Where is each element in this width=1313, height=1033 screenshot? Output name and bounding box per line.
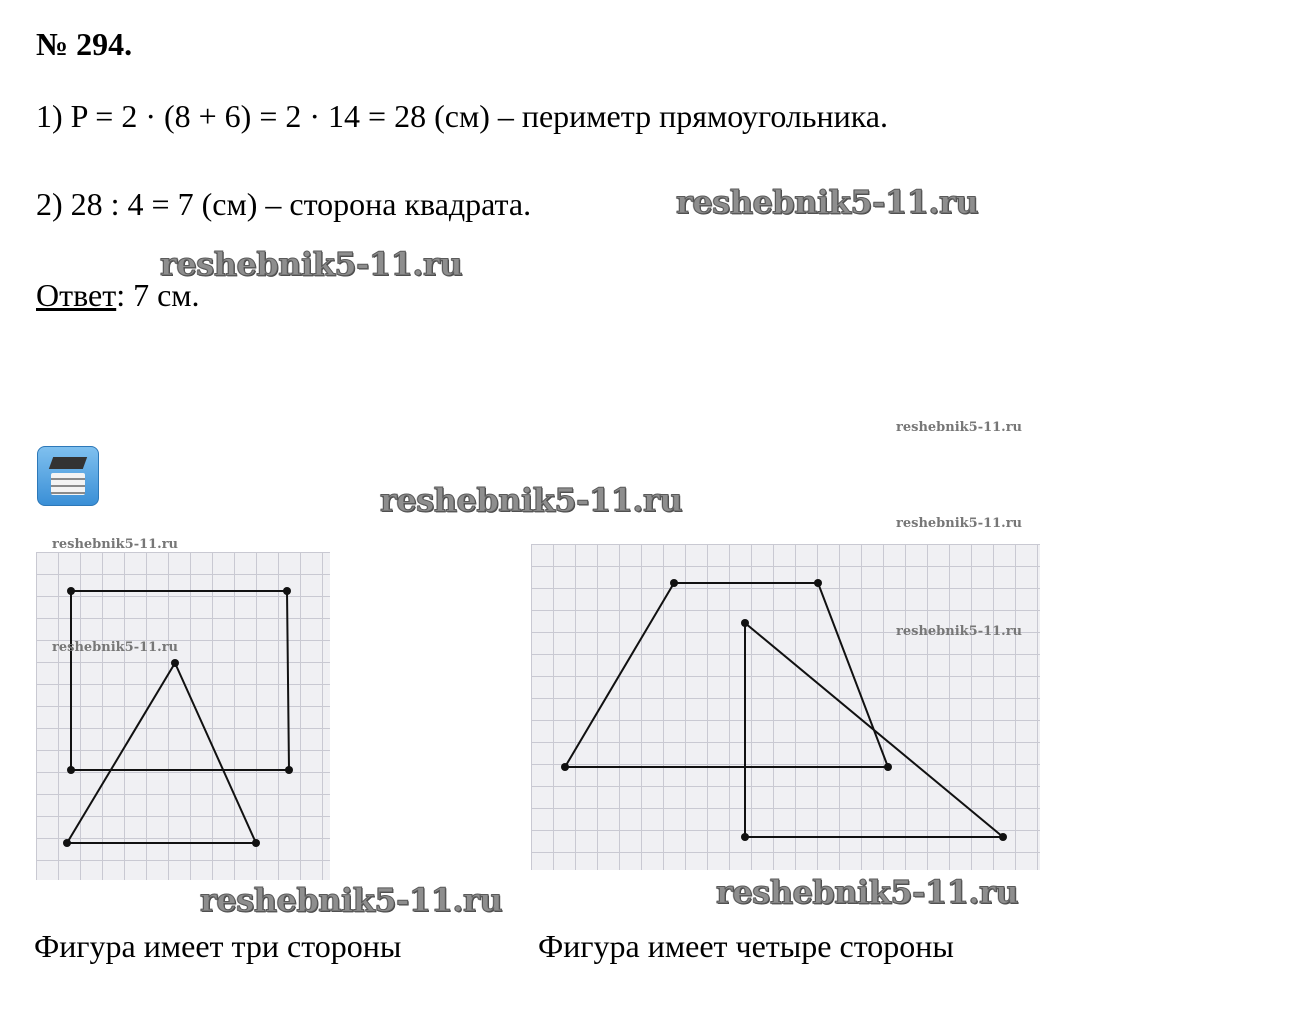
watermark: reshebnik5-11.ru [200, 881, 503, 919]
left-rectangle [71, 591, 289, 770]
watermark-small: reshebnik5-11.ru [896, 516, 1023, 531]
watermark: reshebnik5-11.ru [676, 183, 979, 221]
vertex-point [67, 766, 75, 774]
vertex-point [561, 763, 569, 771]
left-triangle [67, 663, 256, 843]
vertex-point [283, 587, 291, 595]
right-triangle [745, 623, 1003, 837]
watermark: reshebnik5-11.ru [160, 245, 463, 283]
right-trapezoid [565, 583, 888, 767]
vertex-point [814, 579, 822, 587]
watermark-small: reshebnik5-11.ru [52, 640, 179, 655]
watermark-small: reshebnik5-11.ru [896, 420, 1023, 435]
vertex-point [171, 659, 179, 667]
vertex-point [884, 763, 892, 771]
watermark: reshebnik5-11.ru [716, 873, 1019, 911]
vertex-point [67, 587, 75, 595]
vertex-point [252, 839, 260, 847]
vertex-point [741, 833, 749, 841]
vertex-point [285, 766, 293, 774]
answer-label: Ответ [36, 277, 117, 313]
solution-step-1: 1) P = 2 · (8 + 6) = 2 · 14 = 28 (см) – периметр прямоугольника. [36, 98, 888, 134]
caption-right: Фигура имеет четыре стороны [538, 928, 954, 964]
problem-number: № 294. [36, 26, 133, 62]
vertex-point [741, 619, 749, 627]
caption-left: Фигура имеет три стороны [34, 928, 402, 964]
vertex-point [670, 579, 678, 587]
vertex-point [63, 839, 71, 847]
answer-value: : 7 см. [116, 277, 200, 313]
vertex-point [999, 833, 1007, 841]
watermark-small: reshebnik5-11.ru [52, 537, 179, 552]
solution-step-2: 2) 28 : 4 = 7 (см) – сторона квадрата. [36, 186, 532, 222]
watermark-small: reshebnik5-11.ru [896, 624, 1023, 639]
watermark: reshebnik5-11.ru [380, 481, 683, 519]
